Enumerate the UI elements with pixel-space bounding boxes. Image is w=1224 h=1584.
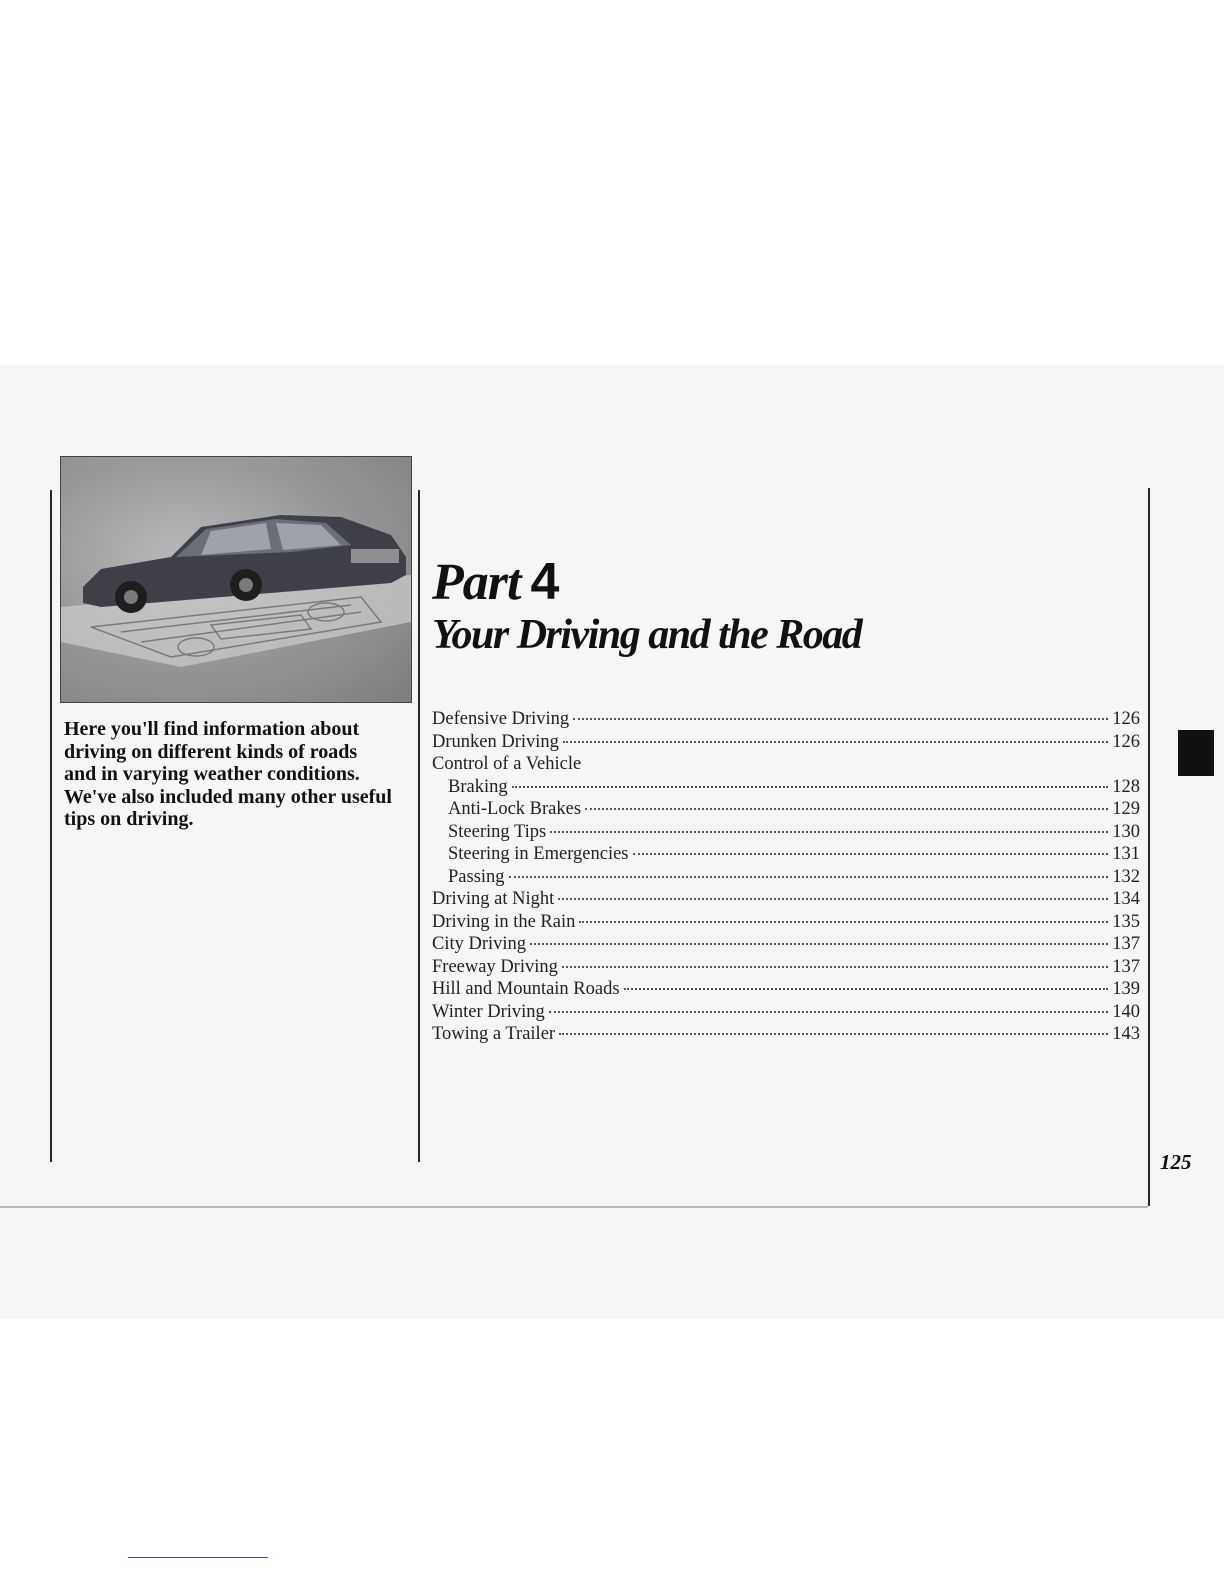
toc-entry-title: Control of a Vehicle <box>432 754 582 774</box>
toc-entry[interactable] <box>432 708 1140 731</box>
toc-entry-page: 126 <box>1112 731 1140 752</box>
toc-dot-leader <box>549 1011 1108 1013</box>
toc-dot-leader <box>563 741 1108 743</box>
toc-dot-leader <box>624 988 1109 990</box>
toc-dot-leader <box>512 786 1109 788</box>
toc-dot-leader <box>509 876 1109 878</box>
toc-entry[interactable] <box>432 978 1140 1001</box>
toc-dot-leader <box>562 966 1108 968</box>
toc-entry-title: Steering Tips <box>448 821 547 842</box>
toc-entry[interactable] <box>432 753 1140 776</box>
toc-entry[interactable] <box>432 776 1140 799</box>
toc-entry-page: 128 <box>1112 776 1140 797</box>
toc-entry-title: Braking <box>448 776 508 797</box>
toc-entry[interactable] <box>432 888 1140 911</box>
toc-dot-leader <box>530 943 1108 945</box>
toc-entry-page: 129 <box>1112 799 1140 819</box>
toc-entry-page: 143 <box>1112 1024 1140 1044</box>
toc-entry-page: 137 <box>1112 956 1140 977</box>
part-label: Part <box>432 554 521 611</box>
toc-dot-leader <box>585 808 1108 810</box>
toc-entry[interactable] <box>432 933 1140 956</box>
toc-entry-title: Drunken Driving <box>432 731 559 752</box>
toc-entry[interactable] <box>432 911 1140 934</box>
toc-entry-page: 130 <box>1112 821 1140 842</box>
toc-entry-page: 135 <box>1112 911 1140 932</box>
car-illustration-svg <box>61 457 411 702</box>
bottom-rule <box>0 1206 1148 1208</box>
toc-entry-title: City Driving <box>432 934 527 954</box>
page-number: 125 <box>1160 1150 1192 1174</box>
table-of-contents <box>432 708 1140 1046</box>
toc-entry-title: Passing <box>448 866 505 887</box>
toc-dot-leader <box>633 853 1109 855</box>
toc-entry-title: Anti-Lock Brakes <box>448 799 582 819</box>
chapter-intro-text: Here you'll find information about driving on different kinds of roads and in varying weather conditions. We've also included many other useful tips on driving. <box>64 718 392 830</box>
toc-entry-title: Defensive Driving <box>432 709 570 729</box>
part-title: Your Driving and the Road <box>432 612 862 658</box>
toc-entry[interactable] <box>432 843 1140 866</box>
toc-entry-title: Hill and Mountain Roads <box>432 979 620 999</box>
toc-dot-leader <box>559 1033 1108 1035</box>
toc-entry-title: Driving in the Rain <box>432 911 576 932</box>
footer-link-underline <box>128 1557 268 1558</box>
toc-entry-title: Freeway Driving <box>432 956 558 977</box>
toc-dot-leader <box>558 898 1108 900</box>
toc-entry-page: 134 <box>1112 889 1140 909</box>
toc-entry[interactable] <box>432 956 1140 979</box>
right-margin-rule <box>1148 488 1150 1206</box>
column-divider-rule <box>418 490 420 1162</box>
toc-entry-title: Towing a Trailer <box>432 1024 556 1044</box>
toc-dot-leader <box>550 831 1108 833</box>
toc-dot-leader <box>573 718 1108 720</box>
toc-entry-title: Steering in Emergencies <box>448 844 629 864</box>
toc-entry-page: 140 <box>1112 1001 1140 1022</box>
toc-entry[interactable] <box>432 1023 1140 1046</box>
toc-entry[interactable] <box>432 1001 1140 1024</box>
toc-entry-page: 132 <box>1112 866 1140 887</box>
toc-entry-page: 137 <box>1112 934 1140 954</box>
toc-entry[interactable] <box>432 798 1140 821</box>
part-heading <box>432 552 558 613</box>
toc-entry-title: Winter Driving <box>432 1001 545 1022</box>
toc-entry-page: 126 <box>1112 709 1140 729</box>
toc-dot-leader <box>579 921 1108 923</box>
toc-entry-page: 139 <box>1112 979 1140 999</box>
toc-entry-title: Driving at Night <box>432 889 555 909</box>
toc-entry[interactable] <box>432 821 1140 844</box>
part-number: 4 <box>530 553 559 611</box>
car-on-chassis-illustration <box>60 456 412 703</box>
section-thumb-tab <box>1178 730 1214 776</box>
left-margin-rule <box>50 490 52 1162</box>
toc-entry[interactable] <box>432 866 1140 889</box>
toc-entry-page: 131 <box>1112 844 1140 864</box>
toc-entry[interactable] <box>432 731 1140 754</box>
